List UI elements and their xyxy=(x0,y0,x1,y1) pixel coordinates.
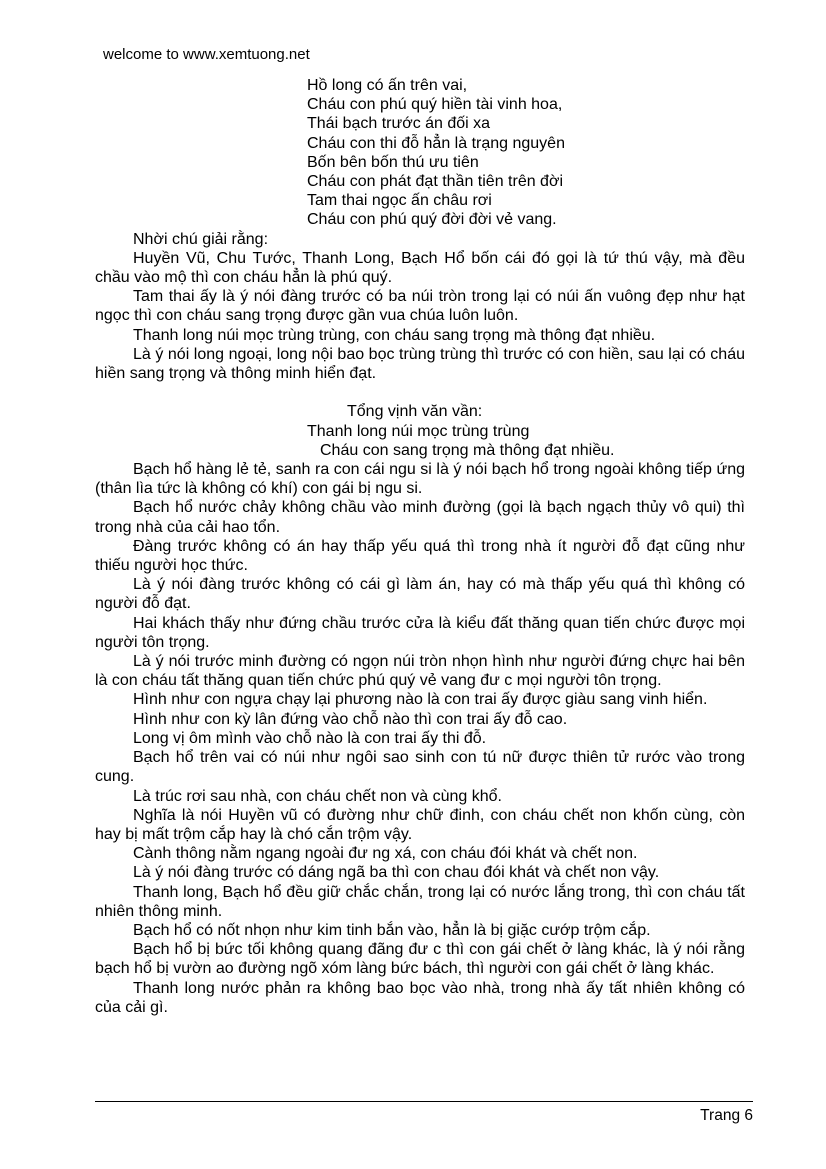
poem-line: Cháu con thi đỗ hẳn là trạng nguyên xyxy=(307,134,565,152)
section-title: Tổng vịnh văn vần: xyxy=(347,403,483,421)
interpretation-paragraph: Thanh long nước phản ra không bao bọc vào nhà, trong nhà ấy tất nhiên không có của cải gì. xyxy=(95,979,745,1016)
section-verse-line: Cháu con sang trọng mà thông đạt nhiều. xyxy=(320,441,615,459)
interpretation-paragraph: Long vị ôm mình vào chỗ nào là con trai ấy thi đỗ. xyxy=(133,729,487,747)
poem-line: Thái bạch trước án đối xa xyxy=(307,115,491,133)
interpretation-paragraph: Là ý nói trước minh đường có ngọn núi tròn nhọn hình như người đứng chực hai bên là con cháu tất thăng quan tiến chức phú quý vẻ vang đư c mọi người tôn trọng. xyxy=(95,653,745,690)
interpretation-paragraph: Bạch hổ bị bức tối không quang đãng đư c thì con gái chết ở làng khác, là ý nói rằng bạch hổ bị vườn ao đường ngõ xóm làng bức bách, thì người con gái chết ở làng khác. xyxy=(95,941,745,978)
page-number: Trang 6 xyxy=(700,1107,753,1124)
commentary-paragraph: Thanh long núi mọc trùng trùng, con cháu sang trọng mà thông đạt nhiều. xyxy=(133,326,656,344)
interpretation-paragraph: Hình như con ngựa chạy lại phương nào là con trai ấy được giàu sang vinh hiển. xyxy=(133,691,708,709)
poem-line: Cháu con phú quý đời đời vẻ vang. xyxy=(307,211,557,229)
interpretation-paragraph: Là ý nói đàng trước có dáng ngã ba thì con chau đói khát và chết non vậy. xyxy=(133,864,660,882)
commentary-paragraph: Tam thai ấy là ý nói đàng trước có ba núi tròn trong lại có núi ấn vuông đẹp như hạt ngọc thì con cháu sang trọng được gần vua chúa luôn luôn. xyxy=(95,288,745,325)
interpretation-paragraph: Hai khách thấy như đứng chầu trước cửa là kiểu đất thăng quan tiến chức được mọi người tôn trọng. xyxy=(95,614,745,651)
interpretation-paragraph: Bạch hổ trên vai có núi như ngôi sao sinh con tú nữ được thiên tử rước vào trong cung. xyxy=(95,749,745,786)
interpretation-paragraph: Hình như con kỳ lân đứng vào chỗ nào thì con trai ấy đỗ cao. xyxy=(133,710,568,728)
interpretation-paragraph: Cành thông nằm ngang ngoài đư ng xá, con cháu đói khát và chết non. xyxy=(133,845,638,863)
header-welcome-text: welcome to www.xemtuong.net xyxy=(103,46,310,63)
poem-line: Cháu con phát đạt thần tiên trên đời xyxy=(307,173,563,191)
interpretation-paragraph: Bạch hổ hàng lẻ tẻ, sanh ra con cái ngu si là ý nói bạch hổ trong ngoài không tiếp ứng (thân lìa tức là không có khí) con gái bị ngu si. xyxy=(95,461,745,498)
poem-line: Tam thai ngọc ấn châu rơi xyxy=(307,192,492,210)
interpretation-paragraph: Đàng trước không có án hay thấp yếu quá thì trong nhà ít người đỗ đạt cũng như thiếu người học thức. xyxy=(95,537,745,575)
interpretation-paragraph: Thanh long, Bạch hổ đều giữ chắc chắn, trong lại có nước lắng trong, thì con cháu tất nhiên thông minh. xyxy=(95,883,745,920)
poem-line: Hồ long có ấn trên vai, xyxy=(307,77,468,94)
interpretation-paragraph: Là ý nói đàng trước không có cái gì làm án, hay có mà thấp yếu quá thì không có người đỗ đạt. xyxy=(95,576,745,613)
interpretation-paragraph: Là trúc rơi sau nhà, con cháu chết non và cùng khổ. xyxy=(133,787,502,805)
interpretation-paragraph: Bạch hổ có nốt nhọn như kim tinh bắn vào, hẳn là bị giặc cướp trộm cắp. xyxy=(133,921,651,939)
poem-block xyxy=(95,76,745,230)
section-verse-line: Thanh long núi mọc trùng trùng xyxy=(307,422,530,440)
commentary-paragraph: Huyền Vũ, Chu Tước, Thanh Long, Bạch Hổ bốn cái đó gọi là tứ thú vậy, mà đều chầu vào mộ thì con cháu hẳn là phú quý. xyxy=(95,249,745,287)
poem-line: Cháu con phú quý hiền tài vinh hoa, xyxy=(307,96,563,114)
footer-divider xyxy=(95,1101,753,1102)
tong-vinh-section xyxy=(95,402,745,460)
poem-line: Bốn bên bốn thú ưu tiên xyxy=(307,153,479,171)
interpretation-paragraph: Nghĩa là nói Huyền vũ có đường như chữ đinh, con cháu chết non khốn cùng, còn hay bị mất trộm cắp hay là chó cắn trộm vậy. xyxy=(95,806,745,843)
document-content xyxy=(95,76,745,1017)
interpretation-paragraph: Bạch hổ nước chảy không chầu vào minh đường (gọi là bạch ngạch thủy vô qui) thì trong nhà của cải hao tổn. xyxy=(95,499,745,536)
commentary-paragraph: Là ý nói long ngoại, long nội bao bọc trùng trùng thì trước có con hiền, sau lại có cháu hiền sang trọng và thông minh hiển đạt. xyxy=(95,345,745,383)
commentary-paragraph: Nhời chú giải rằng: xyxy=(133,230,269,248)
